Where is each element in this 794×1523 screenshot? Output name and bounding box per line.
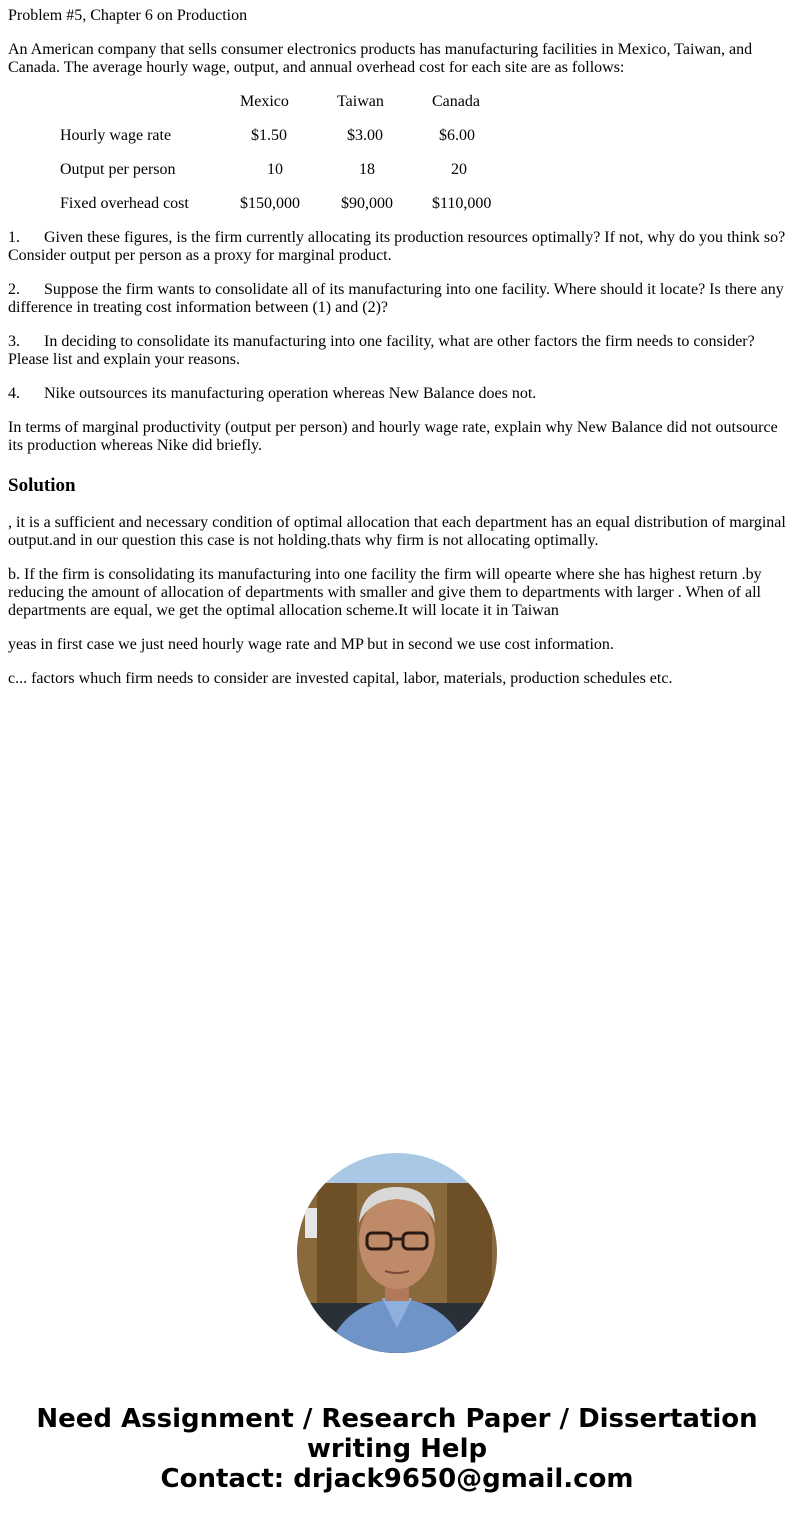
footer-line-1: Need Assignment / Research Paper / Dissertation [36,1404,758,1434]
solution-paragraph-4: c... factors whuch firm needs to consider are invested capital, labor, materials, production schedules etc. [8,670,673,687]
intro-paragraph: An American company that sells consumer electronics products has manufacturing facilities in Mexico, Taiwan, and Canada. The average hourly wage, output, and annual overhead cost for each site are as follows: [8,41,753,76]
question-text: In deciding to consolidate its manufacturing into one facility, what are other factors the firm needs to consider? Please list and explain your reasons. [8,333,755,368]
table-cell: $1.50 [251,127,287,144]
table-row-label: Output per person [60,161,176,178]
avatar [297,1153,497,1353]
table-cell: 20 [451,161,467,178]
question-text: Nike outsources its manufacturing operation whereas New Balance does not. [44,385,537,402]
footer-promo [0,1404,794,1494]
followup-paragraph: In terms of marginal productivity (output per person) and hourly wage rate, explain why New Balance did not outsource its production whereas Nike did briefly. [8,419,778,454]
table-cell: $3.00 [347,127,383,144]
solution-paragraph-2: b. If the firm is consolidating its manufacturing into one facility the firm will opearte where she has highest return .by reducing the amount of allocation of departments with smaller and give them to departments with larger . When of all departments are equal, we get the optimal allocation scheme.It will locate it in Taiwan [8,566,762,619]
table-cell: 18 [359,161,375,178]
table-header-canada: Canada [432,93,480,110]
footer-contact: Contact: drjack9650@gmail.com [160,1464,634,1494]
solution-heading: Solution [8,475,76,496]
table-cell: $150,000 [240,195,300,212]
table-cell: $6.00 [439,127,475,144]
table-cell: $90,000 [341,195,393,212]
question-text: Suppose the firm wants to consolidate all of its manufacturing into one facility. Where should it locate? Is there any difference in treating cost information between (1) and (2)? [8,281,784,316]
table-row-label: Hourly wage rate [60,127,172,144]
author-portrait [297,1153,497,1353]
footer-line-2: writing Help [306,1434,488,1464]
question-2 [8,281,790,317]
question-text: Given these figures, is the firm currently allocating its production resources optimally? If not, why do you think so? Consider output per person as a proxy for marginal product. [8,229,786,264]
question-number: 1. [8,229,20,246]
table-cell: 10 [267,161,283,178]
table-header-taiwan: Taiwan [337,93,384,110]
question-number: 3. [8,333,20,350]
table-row-label: Fixed overhead cost [60,195,189,212]
document-title: Problem #5, Chapter 6 on Production [8,7,248,24]
question-4 [8,385,790,403]
table-cell: $110,000 [432,195,492,212]
question-3 [8,333,790,369]
solution-paragraph-3: yeas in first case we just need hourly wage rate and MP but in second we use cost information. [8,636,614,653]
table-header-mexico: Mexico [240,93,289,110]
solution-paragraph-1: , it is a sufficient and necessary condition of optimal allocation that each department has an equal distribution of marginal output.and in our question this case is not holding.thats why firm is not allocating optimally. [8,514,786,549]
question-1 [8,229,790,265]
question-number: 2. [8,281,20,298]
question-number: 4. [8,385,20,402]
